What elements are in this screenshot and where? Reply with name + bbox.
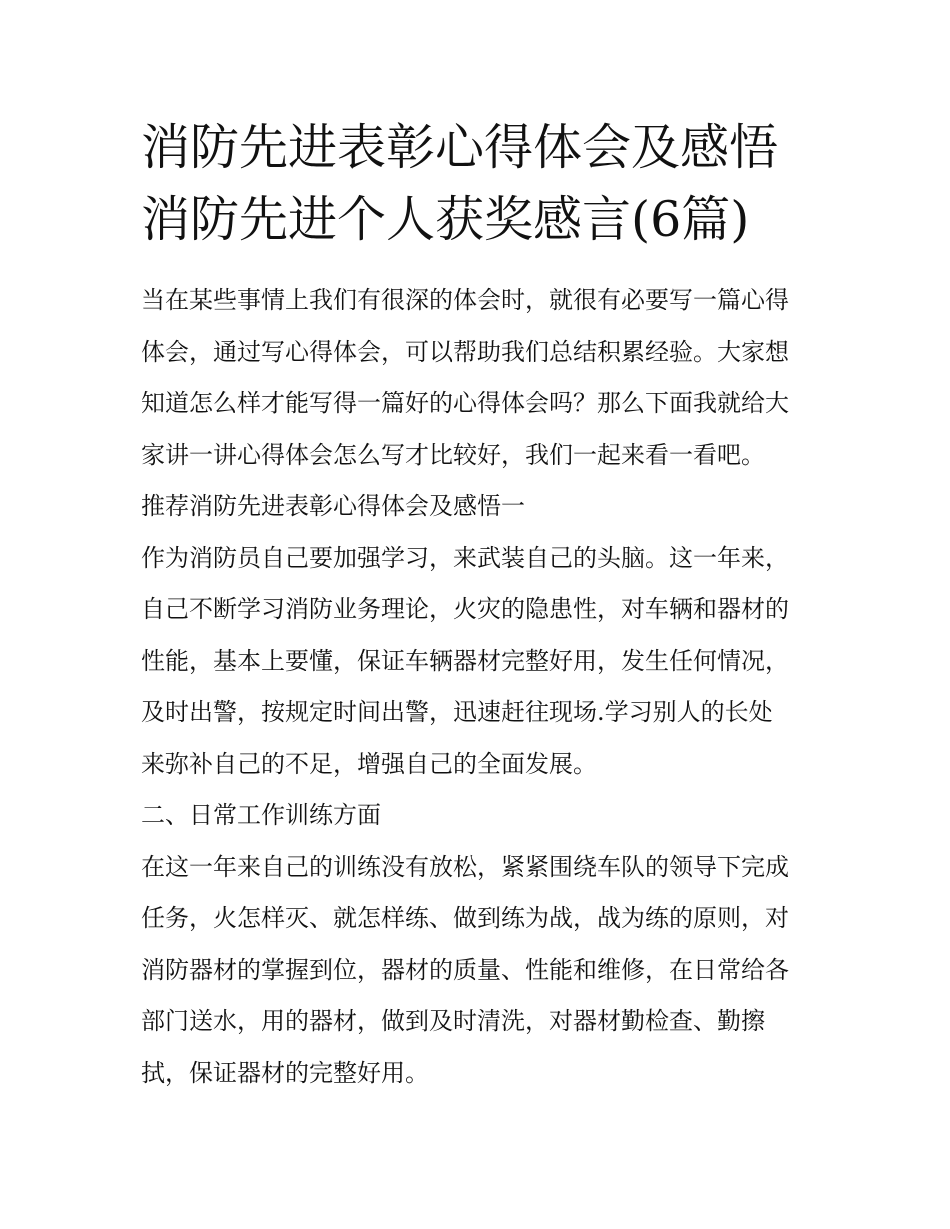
section-heading	[141, 790, 831, 842]
text-line: 推荐消防先进表彰心得体会及感悟一	[141, 492, 525, 520]
text-line: 拭，保证器材的完整好用。	[141, 1058, 429, 1087]
text-line: 当在某些事情上我们有很深的体会时，就很有必要写一篇心得	[141, 286, 789, 314]
body-paragraph	[141, 533, 831, 791]
text-line: 消防器材的掌握到位，器材的质量、性能和维修，在日常给各	[141, 955, 789, 984]
intro-paragraph	[141, 275, 831, 481]
text-line: 在这一年来自己的训练没有放松，紧紧围绕车队的领导下完成	[141, 852, 789, 881]
text-line: 作为消防员自己要加强学习，来武装自己的头脑。这一年来，	[141, 543, 789, 572]
text-line: 任务，火怎样灭、就怎样练、做到练为战，战为练的原则，对	[141, 904, 789, 932]
text-line: 及时出警，按规定时间出警，迅速赶往现场.学习别人的长处	[141, 698, 773, 726]
section-heading	[141, 481, 831, 533]
text-line: 二、日常工作训练方面	[141, 801, 381, 829]
text-line: 性能，基本上要懂，保证车辆器材完整好用，发生任何情况，	[141, 646, 789, 675]
text-line: 自己不断学习消防业务理论，火灾的隐患性，对车辆和器材的	[141, 595, 789, 623]
document-title	[141, 112, 831, 256]
text-line: 部门送水，用的器材，做到及时清洗，对器材勤检查、勤擦	[141, 1007, 765, 1035]
text-line: 体会，通过写心得体会，可以帮助我们总结积累经验。大家想	[141, 337, 789, 366]
text-line: 知道怎么样才能写得一篇好的心得体会吗？那么下面我就给大	[141, 389, 789, 417]
body-paragraph	[141, 842, 831, 1100]
text-line: 家讲一讲心得体会怎么写才比较好，我们一起来看一看吧。	[141, 440, 765, 469]
document-body	[141, 275, 831, 1099]
text-line: 来弥补自己的不足，增强自己的全面发展。	[141, 749, 597, 778]
title-line: 消防先进表彰心得体会及感悟	[141, 119, 779, 176]
title-line: 消防先进个人获奖感言(6篇)	[141, 191, 750, 248]
